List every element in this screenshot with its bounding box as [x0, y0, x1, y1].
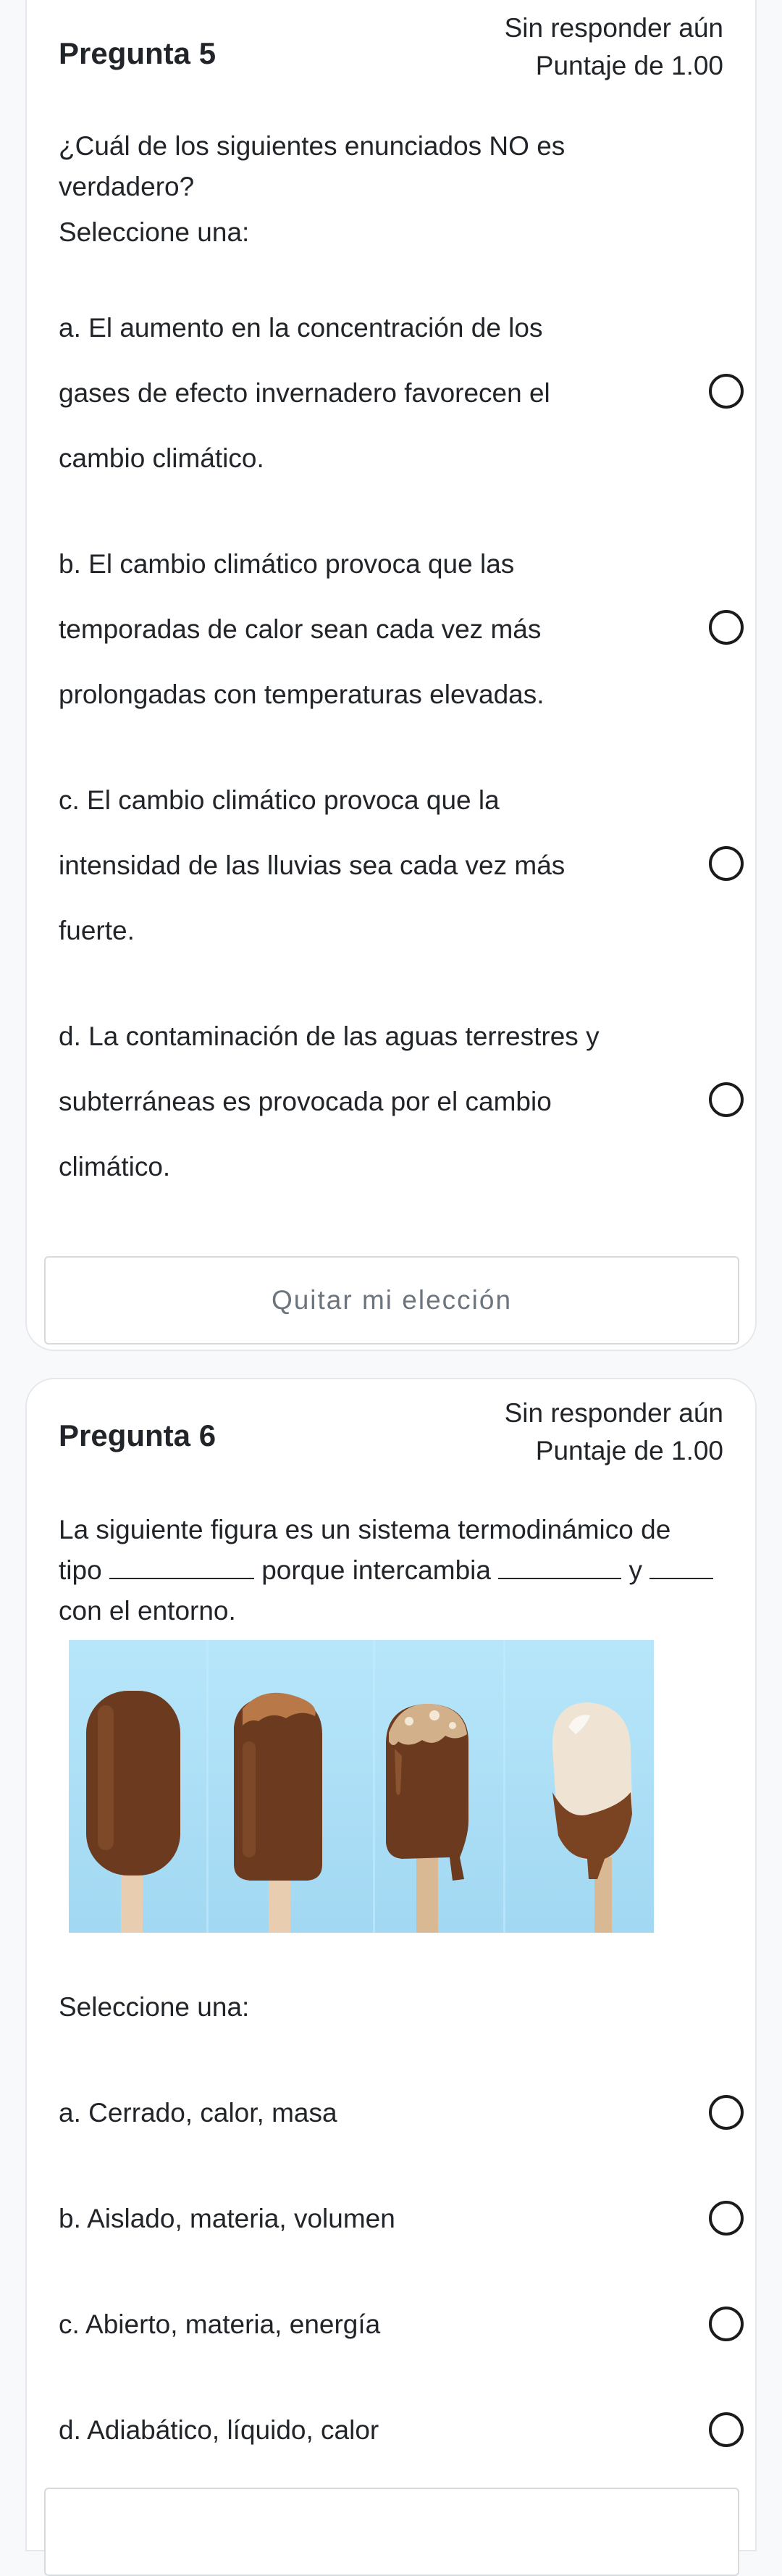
question-5-card — [25, 0, 757, 1351]
option-label-line: gases de efecto invernadero favorecen el — [59, 378, 550, 408]
question-6-text-part: porque intercambia — [253, 1555, 499, 1585]
question-5-select-label: Seleccione una: — [59, 217, 250, 247]
question-6-card — [25, 1378, 757, 2551]
option-label: b. Aislado, materia, volumen — [59, 2204, 395, 2233]
option-label-line: cambio climático. — [59, 443, 264, 473]
question-5-text-line: verdadero? — [59, 172, 195, 201]
question-5-status: Sin responder aún — [504, 13, 723, 43]
radio-button[interactable] — [709, 610, 744, 645]
option-label: c. Abierto, materia, energía — [59, 2309, 381, 2339]
radio-button[interactable] — [709, 2307, 744, 2341]
question-6-status: Sin responder aún — [504, 1398, 723, 1428]
option-label-line: temporadas de calor sean cada vez más — [59, 614, 542, 644]
option-label-line: prolongadas con temperaturas elevadas. — [59, 679, 545, 709]
radio-button[interactable] — [709, 846, 744, 881]
option-label: d. Adiabático, líquido, calor — [59, 2415, 379, 2445]
radio-button[interactable] — [709, 2412, 744, 2447]
option-label-line: climático. — [59, 1152, 171, 1182]
question-6-text-line — [59, 1550, 732, 1591]
question-6-clear-button-partial[interactable] — [44, 2488, 739, 2576]
option-label-line: a. El aumento en la concentración de los — [59, 313, 543, 343]
option-label-line: b. El cambio climático provoca que las — [59, 549, 515, 579]
radio-button[interactable] — [709, 1082, 744, 1117]
option-label-line: intensidad de las lluvias sea cada vez más — [59, 850, 566, 880]
question-6-text — [59, 1510, 732, 1631]
question-5-grade: Puntaje de 1.00 — [535, 51, 723, 80]
question-6-select-label: Seleccione una: — [59, 1992, 250, 2022]
radio-button[interactable] — [709, 2201, 744, 2236]
question-5-text — [59, 126, 732, 207]
fill-in-blank — [109, 1556, 254, 1579]
option-label-line: subterráneas es provocada por el cambio — [59, 1087, 552, 1116]
option-label-line: fuerte. — [59, 916, 135, 945]
option-label-line: c. El cambio climático provoca que la — [59, 785, 500, 815]
question-6-text-line: La siguiente figura es un sistema termodinámico de — [59, 1515, 671, 1544]
radio-button[interactable] — [709, 2095, 744, 2130]
fill-in-blank — [498, 1556, 621, 1579]
clear-choice-button[interactable]: Quitar mi elección — [44, 1256, 739, 1345]
fill-in-blank — [649, 1556, 713, 1579]
question-6-title: Pregunta 6 — [59, 1418, 216, 1452]
option-label-line: d. La contaminación de las aguas terrestres y — [59, 1021, 600, 1051]
option-label: a. Cerrado, calor, masa — [59, 2098, 337, 2128]
question-6-text-part: tipo — [59, 1555, 109, 1585]
question-6-text-part: y — [621, 1555, 650, 1585]
question-6-text-line: con el entorno. — [59, 1596, 236, 1626]
melting-ice-cream-image — [69, 1640, 654, 1933]
question-6-grade: Puntaje de 1.00 — [535, 1436, 723, 1465]
radio-button[interactable] — [709, 374, 744, 409]
melting-ice-cream-illustration — [69, 1640, 654, 1933]
question-5-text-line: ¿Cuál de los siguientes enunciados NO es — [59, 131, 566, 161]
question-5-title: Pregunta 5 — [59, 36, 216, 70]
